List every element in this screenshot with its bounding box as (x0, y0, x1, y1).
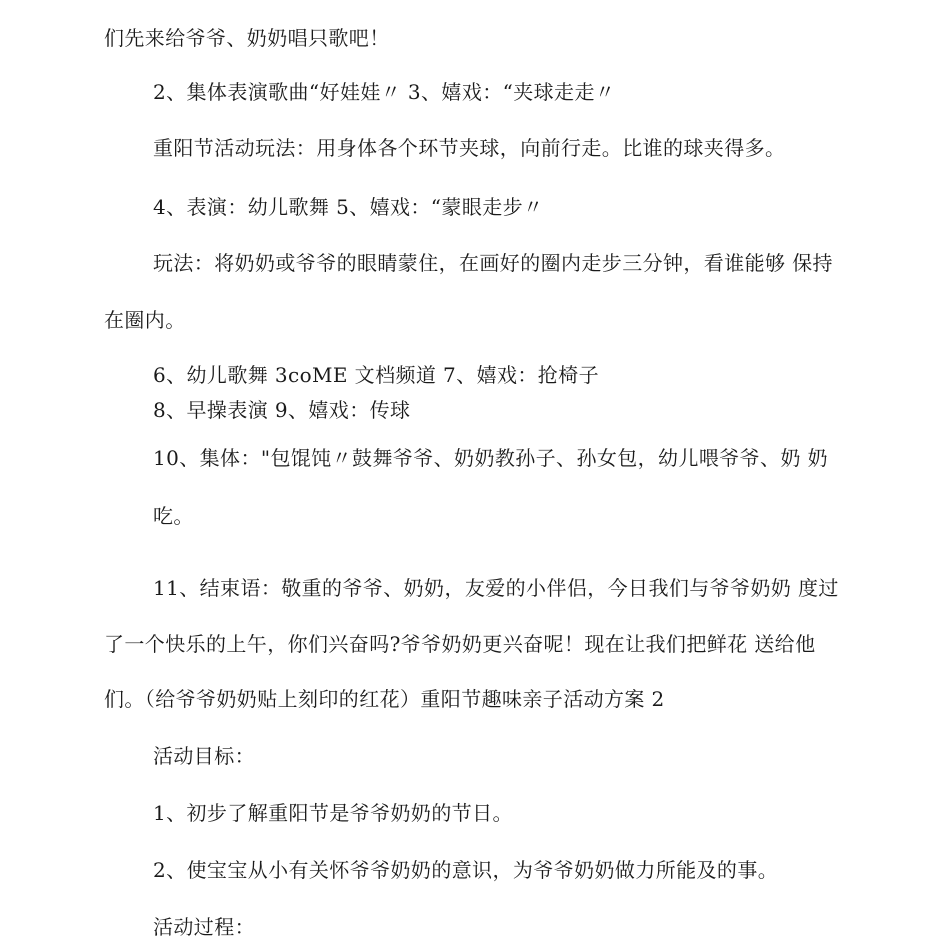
text-line: 11、结束语：敬重的爷爷、奶奶，友爱的小伴侣，今日我们与爷爷奶奶 度过 (153, 576, 839, 600)
text-line: 10、集体："包馄饨〃鼓舞爷爷、奶奶教孙子、孙女包，幼儿喂爷爷、奶 奶 (153, 446, 829, 470)
text-line: 重阳节活动玩法：用身体各个环节夹球，向前行走。比谁的球夹得多。 (153, 136, 786, 160)
text-line: 8、早操表演 9、嬉戏：传球 (153, 398, 411, 422)
text-line: 2、集体表演歌曲“好娃娃〃 3、嬉戏：“夹球走走〃 (153, 80, 616, 104)
text-line: 们先来给爷爷、奶奶唱只歌吧！ (104, 26, 390, 50)
text-line: 2、使宝宝从小有关怀爷爷奶奶的意识，为爷爷奶奶做力所能及的事。 (153, 858, 779, 882)
text-line: 4、表演：幼儿歌舞 5、嬉戏：“蒙眼走步〃 (153, 195, 544, 219)
text-line: 活动过程： (153, 915, 255, 939)
text-line: 6、幼儿歌舞 3coME 文档频道 7、嬉戏：抢椅子 (153, 363, 599, 387)
text-line: 活动目标： (153, 744, 255, 768)
text-line: 们。（给爷爷奶奶贴上刻印的红花）重阳节趣味亲子活动方案 2 (104, 687, 665, 711)
text-line: 吃。 (153, 504, 194, 528)
text-line: 了一个快乐的上午，你们兴奋吗?爷爷奶奶更兴奋呢！现在让我们把鲜花 送给他 (104, 632, 816, 656)
text-line: 在圈内。 (104, 308, 186, 332)
text-line: 1、初步了解重阳节是爷爷奶奶的节日。 (153, 801, 513, 825)
text-line: 玩法：将奶奶或爷爷的眼睛蒙住，在画好的圈内走步三分钟，看谁能够 保持 (153, 251, 833, 275)
